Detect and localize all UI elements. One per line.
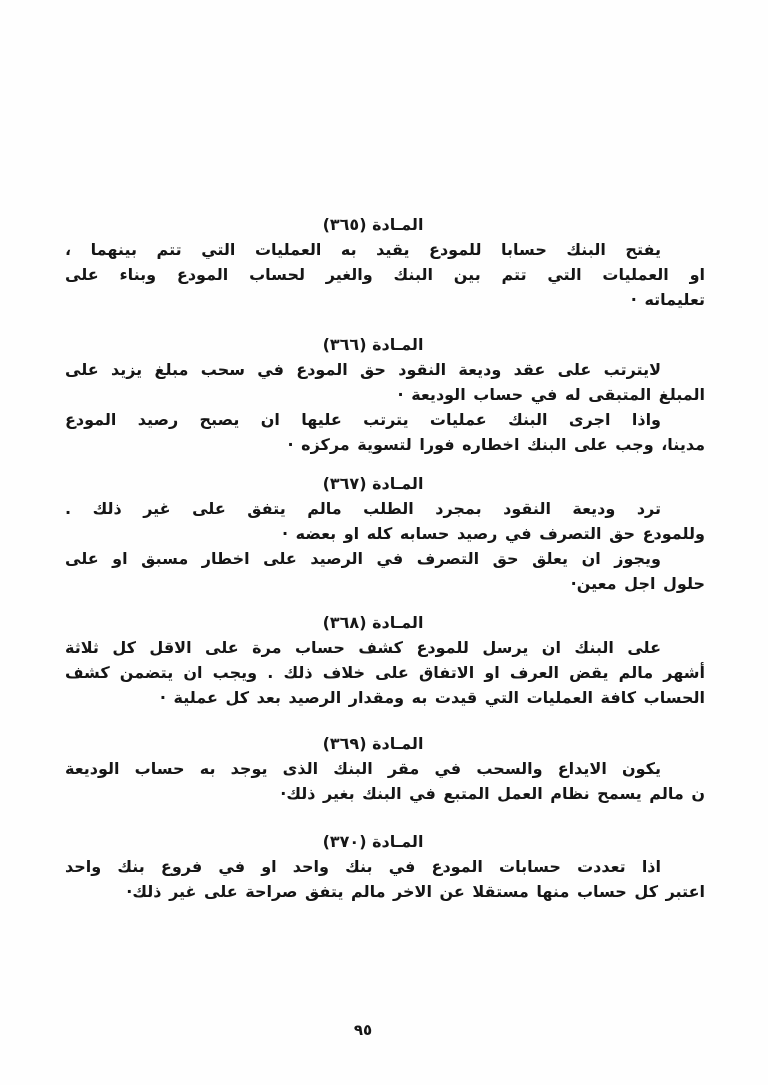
text-line: لايترتب على عقد وديعة النقود حق المودع في سحب مبلغ يزيد على — [65, 360, 661, 379]
article-paragraph — [65, 357, 705, 407]
article-section — [65, 471, 705, 596]
article-paragraph — [65, 635, 705, 710]
articles-container — [65, 212, 705, 904]
text-line: تعليماته · — [630, 290, 705, 309]
text-line: يفتح البنك حسابا للمودع يقيد به العمليات التي تتم بينهما ، — [65, 240, 661, 259]
article-body — [65, 854, 705, 904]
article-paragraph — [65, 237, 705, 312]
text-line: يكون الايداع والسحب في مقر البنك الذى يوجد به حساب الوديعة — [65, 759, 661, 778]
article-paragraph — [65, 854, 705, 904]
article-heading: المـادة (٣٧٠) — [322, 832, 424, 851]
article-section — [65, 332, 705, 457]
article-paragraph — [65, 546, 705, 596]
article-heading: المـادة (٣٦٧) — [322, 474, 424, 493]
text-line: اعتبر كل حساب منها مستقلا عن الاخر مالم يتفق صراحة على غير ذلك· — [126, 882, 705, 901]
text-line: ويجوز ان يعلق حق التصرف في الرصيد على اخطار مسبق او على — [65, 549, 661, 568]
article-body — [65, 756, 705, 806]
article-body — [65, 635, 705, 710]
article-section — [65, 610, 705, 710]
article-heading: المـادة (٣٦٦) — [322, 335, 424, 354]
text-line: مدينا، وجب على البنك اخطاره فورا لتسوية مركزه · — [287, 435, 705, 454]
article-heading: المـادة (٣٦٨) — [322, 613, 424, 632]
article-body — [65, 496, 705, 596]
article-paragraph — [65, 496, 705, 546]
text-line: وللمودع حق التصرف في رصيد حسابه كله او بعضه · — [282, 524, 705, 543]
article-heading: المـادة (٣٦٥) — [322, 215, 424, 234]
text-line: أشهر مالم يقض العرف او الاتفاق على خلاف ذلك . ويجب ان يتضمن كشف — [65, 663, 705, 682]
article-section — [65, 731, 705, 806]
text-line: او العمليات التي تتم بين البنك والغير لحساب المودع وبناء على — [65, 265, 705, 284]
text-line: على البنك ان يرسل للمودع كشف حساب مرة على الاقل كل ثلاثة — [65, 638, 661, 657]
page-number: ٩٥ — [353, 1021, 373, 1039]
text-line: واذا اجرى البنك عمليات يترتب عليها ان يصبح رصيد المودع — [65, 410, 661, 429]
article-heading: المـادة (٣٦٩) — [322, 734, 424, 753]
text-line: الحساب كافة العمليات التي قيدت به ومقدار الرصيد بعد كل عملية · — [159, 688, 705, 707]
article-paragraph — [65, 407, 705, 457]
article-paragraph — [65, 756, 705, 806]
article-section — [65, 829, 705, 904]
text-line: المبلغ المتبقى له في حساب الوديعة · — [397, 385, 705, 404]
text-line: ترد وديعة النقود بمجرد الطلب مالم يتفق على غير ذلك . — [65, 499, 661, 518]
article-section — [65, 212, 705, 312]
article-body — [65, 357, 705, 457]
text-line: حلول اجل معين· — [570, 574, 705, 593]
text-line: اذا تعددت حسابات المودع في بنك واحد او في فروع بنك واحد — [65, 857, 661, 876]
text-line: ن مالم يسمح نظام العمل المتبع في البنك بغير ذلك· — [280, 784, 705, 803]
article-body — [65, 237, 705, 312]
